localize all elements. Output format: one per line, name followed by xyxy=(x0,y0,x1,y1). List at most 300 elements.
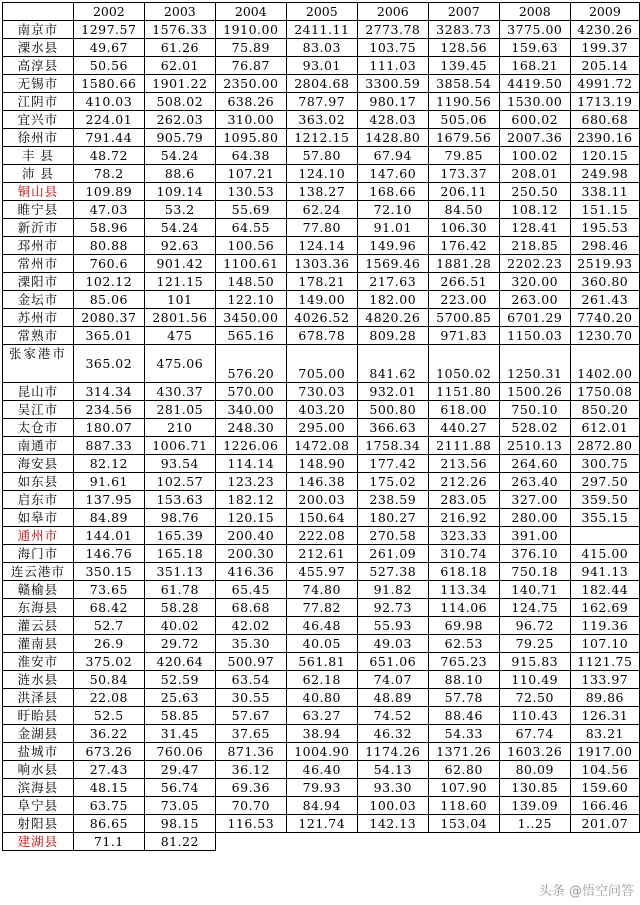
value-cell: 210 xyxy=(144,419,215,437)
table-row xyxy=(3,147,640,165)
region-name-cell: 睢宁县 xyxy=(3,201,74,219)
value-cell: 1190.56 xyxy=(428,93,499,111)
value-cell: 365.01 xyxy=(73,327,144,345)
value-cell: 61.26 xyxy=(144,39,215,57)
value-cell: 2350.00 xyxy=(215,75,286,93)
value-cell: 281.05 xyxy=(144,401,215,419)
table-row xyxy=(3,273,640,291)
value-cell: 62.53 xyxy=(428,635,499,653)
value-cell: 180.07 xyxy=(73,419,144,437)
value-cell: 1230.70 xyxy=(570,327,639,345)
value-cell: 75.89 xyxy=(215,39,286,57)
value-cell: 38.94 xyxy=(286,725,357,743)
value-cell: 262.03 xyxy=(144,111,215,129)
value-cell: 1371.26 xyxy=(428,743,499,761)
table-row xyxy=(3,75,640,93)
value-cell: 65.45 xyxy=(215,581,286,599)
year-header-cell: 2003 xyxy=(144,3,215,21)
value-cell: 787.97 xyxy=(286,93,357,111)
value-cell: 500.97 xyxy=(215,653,286,671)
value-cell: 29.47 xyxy=(144,761,215,779)
value-cell: 217.63 xyxy=(357,273,428,291)
value-cell: 120.15 xyxy=(215,509,286,527)
value-cell: 1500.26 xyxy=(499,383,570,401)
table-row xyxy=(3,491,640,509)
value-cell: 98.15 xyxy=(144,815,215,833)
region-name-cell: 江阴市 xyxy=(3,93,74,111)
table-row xyxy=(3,761,640,779)
value-cell: 760.6 xyxy=(73,255,144,273)
table-row xyxy=(3,255,640,273)
value-cell: 212.61 xyxy=(286,545,357,563)
value-cell: 79.93 xyxy=(286,779,357,797)
value-cell: 1006.71 xyxy=(144,437,215,455)
value-cell: 4991.72 xyxy=(570,75,639,93)
value-cell: 403.20 xyxy=(286,401,357,419)
region-name-cell: 昆山市 xyxy=(3,383,74,401)
value-cell: 261.09 xyxy=(357,545,428,563)
value-cell: 224.01 xyxy=(73,111,144,129)
region-name-cell: 海门市 xyxy=(3,545,74,563)
value-cell: 84.89 xyxy=(73,509,144,527)
value-cell: 310.74 xyxy=(428,545,499,563)
value-cell: 159.60 xyxy=(570,779,639,797)
table-row xyxy=(3,473,640,491)
table-row xyxy=(3,797,640,815)
value-cell: 3300.59 xyxy=(357,75,428,93)
value-cell: 351.13 xyxy=(144,563,215,581)
value-cell: 410.03 xyxy=(73,93,144,111)
value-cell: 80.88 xyxy=(73,237,144,255)
value-cell: 54.24 xyxy=(144,147,215,165)
value-cell: 213.56 xyxy=(428,455,499,473)
value-cell: 250.50 xyxy=(499,183,570,201)
value-cell: 2519.93 xyxy=(570,255,639,273)
value-cell: 49.67 xyxy=(73,39,144,57)
value-cell: 126.31 xyxy=(570,707,639,725)
value-cell: 809.28 xyxy=(357,327,428,345)
header-corner-cell xyxy=(3,3,74,21)
value-cell: 200.40 xyxy=(215,527,286,545)
value-cell: 35.30 xyxy=(215,635,286,653)
value-cell: 74.52 xyxy=(357,707,428,725)
value-cell: 107.10 xyxy=(570,635,639,653)
value-cell: 100.03 xyxy=(357,797,428,815)
value-cell: 249.98 xyxy=(570,165,639,183)
table-row xyxy=(3,455,640,473)
value-cell: 2801.56 xyxy=(144,309,215,327)
value-cell: 114.06 xyxy=(428,599,499,617)
value-cell: 176.42 xyxy=(428,237,499,255)
value-cell: 323.33 xyxy=(428,527,499,545)
region-name-cell: 沛 县 xyxy=(3,165,74,183)
value-cell: 760.06 xyxy=(144,743,215,761)
value-cell: 147.60 xyxy=(357,165,428,183)
value-cell xyxy=(570,527,639,545)
value-cell: 415.00 xyxy=(570,545,639,563)
value-cell: 62.24 xyxy=(286,201,357,219)
table-row xyxy=(3,237,640,255)
value-cell: 69.36 xyxy=(215,779,286,797)
value-cell: 730.03 xyxy=(286,383,357,401)
value-cell: 295.00 xyxy=(286,419,357,437)
value-cell: 1402.00 xyxy=(570,345,639,383)
region-name-cell: 淮安市 xyxy=(3,653,74,671)
value-cell: 201.07 xyxy=(570,815,639,833)
value-cell: 475 xyxy=(144,327,215,345)
table-row xyxy=(3,419,640,437)
value-cell: 4230.26 xyxy=(570,21,639,39)
value-cell: 310.00 xyxy=(215,111,286,129)
value-cell: 600.02 xyxy=(499,111,570,129)
value-cell: 168.21 xyxy=(499,57,570,75)
table-row xyxy=(3,815,640,833)
value-cell: 1095.80 xyxy=(215,129,286,147)
value-cell: 1428.80 xyxy=(357,129,428,147)
value-cell: 133.97 xyxy=(570,671,639,689)
value-cell: 72.50 xyxy=(499,689,570,707)
header-row xyxy=(3,3,640,21)
value-cell: 300.75 xyxy=(570,455,639,473)
value-cell: 98.76 xyxy=(144,509,215,527)
value-cell: 528.02 xyxy=(499,419,570,437)
value-cell: 63.27 xyxy=(286,707,357,725)
value-cell: 92.63 xyxy=(144,237,215,255)
value-cell: 1150.03 xyxy=(499,327,570,345)
value-cell: 791.44 xyxy=(73,129,144,147)
value-cell: 102.12 xyxy=(73,273,144,291)
value-cell: 165.39 xyxy=(144,527,215,545)
value-cell: 123.23 xyxy=(215,473,286,491)
region-name-cell: 苏州市 xyxy=(3,309,74,327)
value-cell: 3858.54 xyxy=(428,75,499,93)
value-cell: 750.18 xyxy=(499,563,570,581)
value-cell: 1297.57 xyxy=(73,21,144,39)
value-cell: 153.04 xyxy=(428,815,499,833)
region-name-cell: 丰 县 xyxy=(3,147,74,165)
table-row xyxy=(3,183,640,201)
value-cell xyxy=(499,833,570,851)
value-cell: 4026.52 xyxy=(286,309,357,327)
value-cell: 91.61 xyxy=(73,473,144,491)
region-name-cell: 东海县 xyxy=(3,599,74,617)
value-cell: 74.80 xyxy=(286,581,357,599)
table-row xyxy=(3,219,640,237)
value-cell: 162.69 xyxy=(570,599,639,617)
value-cell: 72.10 xyxy=(357,201,428,219)
value-cell: 527.38 xyxy=(357,563,428,581)
table-row xyxy=(3,383,640,401)
value-cell: 89.86 xyxy=(570,689,639,707)
value-cell: 109.14 xyxy=(144,183,215,201)
region-name-cell: 阜宁县 xyxy=(3,797,74,815)
value-cell: 85.06 xyxy=(73,291,144,309)
table-row xyxy=(3,437,640,455)
region-name-cell: 射阳县 xyxy=(3,815,74,833)
table-row xyxy=(3,617,640,635)
value-cell: 6701.29 xyxy=(499,309,570,327)
value-cell: 765.23 xyxy=(428,653,499,671)
value-cell: 222.08 xyxy=(286,527,357,545)
value-cell: 1100.61 xyxy=(215,255,286,273)
region-name-cell: 连云港市 xyxy=(3,563,74,581)
value-cell: 46.40 xyxy=(286,761,357,779)
value-cell: 55.69 xyxy=(215,201,286,219)
value-cell: 212.26 xyxy=(428,473,499,491)
value-cell: 58.85 xyxy=(144,707,215,725)
value-cell: 46.48 xyxy=(286,617,357,635)
value-cell: 3283.73 xyxy=(428,21,499,39)
value-cell: 915.83 xyxy=(499,653,570,671)
table-row xyxy=(3,345,640,383)
value-cell: 199.37 xyxy=(570,39,639,57)
value-cell: 2007.36 xyxy=(499,129,570,147)
value-cell: 359.50 xyxy=(570,491,639,509)
value-cell: 264.60 xyxy=(499,455,570,473)
value-cell xyxy=(286,833,357,851)
value-cell: 175.02 xyxy=(357,473,428,491)
table-row xyxy=(3,165,640,183)
value-cell: 36.22 xyxy=(73,725,144,743)
value-cell: 22.08 xyxy=(73,689,144,707)
value-cell: 1758.34 xyxy=(357,437,428,455)
table-row xyxy=(3,401,640,419)
value-cell: 565.16 xyxy=(215,327,286,345)
value-cell: 49.03 xyxy=(357,635,428,653)
value-cell: 54.33 xyxy=(428,725,499,743)
value-cell: 1226.06 xyxy=(215,437,286,455)
value-cell: 618.00 xyxy=(428,401,499,419)
value-cell: 2773.78 xyxy=(357,21,428,39)
value-cell: 166.46 xyxy=(570,797,639,815)
value-cell: 182.00 xyxy=(357,291,428,309)
value-cell: 139.45 xyxy=(428,57,499,75)
value-cell: 1917.00 xyxy=(570,743,639,761)
value-cell: 7740.20 xyxy=(570,309,639,327)
value-cell: 375.02 xyxy=(73,653,144,671)
table-row xyxy=(3,527,640,545)
value-cell: 391.00 xyxy=(499,527,570,545)
year-header-cell: 2002 xyxy=(73,3,144,21)
table-row xyxy=(3,509,640,527)
value-cell: 508.02 xyxy=(144,93,215,111)
value-cell: 1212.15 xyxy=(286,129,357,147)
value-cell: 91.82 xyxy=(357,581,428,599)
value-cell: 146.76 xyxy=(73,545,144,563)
value-cell: 283.05 xyxy=(428,491,499,509)
value-cell: 47.03 xyxy=(73,201,144,219)
value-cell: 177.42 xyxy=(357,455,428,473)
value-cell: 340.00 xyxy=(215,401,286,419)
value-cell: 64.55 xyxy=(215,219,286,237)
year-header-cell: 2004 xyxy=(215,3,286,21)
region-name-cell: 灌云县 xyxy=(3,617,74,635)
value-cell: 79.85 xyxy=(428,147,499,165)
table-row xyxy=(3,725,640,743)
value-cell: 110.49 xyxy=(499,671,570,689)
value-cell: 76.87 xyxy=(215,57,286,75)
value-cell: 144.01 xyxy=(73,527,144,545)
region-name-cell: 启东市 xyxy=(3,491,74,509)
value-cell: 971.83 xyxy=(428,327,499,345)
region-name-cell: 张家港市 xyxy=(3,345,74,383)
value-cell: 81.22 xyxy=(144,833,215,851)
value-cell: 570.00 xyxy=(215,383,286,401)
value-cell: 420.64 xyxy=(144,653,215,671)
value-cell: 159.63 xyxy=(499,39,570,57)
region-name-cell: 如东县 xyxy=(3,473,74,491)
value-cell: 2390.16 xyxy=(570,129,639,147)
value-cell: 26.9 xyxy=(73,635,144,653)
table-row xyxy=(3,599,640,617)
table-row xyxy=(3,563,640,581)
value-cell: 58.96 xyxy=(73,219,144,237)
year-header-cell: 2009 xyxy=(570,3,639,21)
table-row xyxy=(3,309,640,327)
value-cell: 109.89 xyxy=(73,183,144,201)
region-name-cell: 邳州市 xyxy=(3,237,74,255)
value-cell: 1569.46 xyxy=(357,255,428,273)
value-cell: 3775.00 xyxy=(499,21,570,39)
value-cell: 673.26 xyxy=(73,743,144,761)
value-cell: 2202.23 xyxy=(499,255,570,273)
value-cell: 46.32 xyxy=(357,725,428,743)
data-table xyxy=(2,2,640,851)
value-cell: 57.78 xyxy=(428,689,499,707)
value-cell: 107.21 xyxy=(215,165,286,183)
value-cell: 62.80 xyxy=(428,761,499,779)
value-cell: 96.72 xyxy=(499,617,570,635)
value-cell: 314.34 xyxy=(73,383,144,401)
value-cell: 124.10 xyxy=(286,165,357,183)
value-cell: 149.00 xyxy=(286,291,357,309)
value-cell: 505.06 xyxy=(428,111,499,129)
value-cell: 1750.08 xyxy=(570,383,639,401)
value-cell: 50.84 xyxy=(73,671,144,689)
value-cell: 2411.11 xyxy=(286,21,357,39)
value-cell: 40.05 xyxy=(286,635,357,653)
table-row xyxy=(3,201,640,219)
value-cell: 119.36 xyxy=(570,617,639,635)
table-row xyxy=(3,129,640,147)
value-cell: 475.06 xyxy=(144,345,215,383)
value-cell: 365.02 xyxy=(73,345,144,383)
region-name-cell: 常州市 xyxy=(3,255,74,273)
value-cell: 48.72 xyxy=(73,147,144,165)
value-cell: 54.24 xyxy=(144,219,215,237)
value-cell xyxy=(570,833,639,851)
value-cell: 4820.26 xyxy=(357,309,428,327)
value-cell: 428.03 xyxy=(357,111,428,129)
value-cell: 54.13 xyxy=(357,761,428,779)
value-cell: 86.65 xyxy=(73,815,144,833)
value-cell: 67.74 xyxy=(499,725,570,743)
value-cell: 180.27 xyxy=(357,509,428,527)
value-cell: 30.55 xyxy=(215,689,286,707)
value-cell: 70.70 xyxy=(215,797,286,815)
value-cell: 53.2 xyxy=(144,201,215,219)
value-cell: 71.1 xyxy=(73,833,144,851)
value-cell: 83.03 xyxy=(286,39,357,57)
value-cell: 327.00 xyxy=(499,491,570,509)
value-cell: 612.01 xyxy=(570,419,639,437)
value-cell: 5700.85 xyxy=(428,309,499,327)
region-name-cell: 徐州市 xyxy=(3,129,74,147)
value-cell: 1004.90 xyxy=(286,743,357,761)
value-cell: 1910.00 xyxy=(215,21,286,39)
value-cell: 1151.80 xyxy=(428,383,499,401)
region-name-cell: 南通市 xyxy=(3,437,74,455)
table-row xyxy=(3,653,640,671)
table-row xyxy=(3,327,640,345)
value-cell: 40.02 xyxy=(144,617,215,635)
table-row xyxy=(3,743,640,761)
value-cell: 62.01 xyxy=(144,57,215,75)
region-name-cell: 滨海县 xyxy=(3,779,74,797)
value-cell: 128.41 xyxy=(499,219,570,237)
value-cell: 73.05 xyxy=(144,797,215,815)
value-cell: 223.00 xyxy=(428,291,499,309)
value-cell: 1679.56 xyxy=(428,129,499,147)
value-cell: 238.59 xyxy=(357,491,428,509)
value-cell: 100.56 xyxy=(215,237,286,255)
value-cell: 205.14 xyxy=(570,57,639,75)
region-name-cell: 通州市 xyxy=(3,527,74,545)
value-cell: 69.98 xyxy=(428,617,499,635)
value-cell: 182.44 xyxy=(570,581,639,599)
value-cell: 1576.33 xyxy=(144,21,215,39)
value-cell: 29.72 xyxy=(144,635,215,653)
value-cell: 61.78 xyxy=(144,581,215,599)
value-cell: 338.11 xyxy=(570,183,639,201)
table-row xyxy=(3,833,640,851)
value-cell: 130.85 xyxy=(499,779,570,797)
value-cell: 1580.66 xyxy=(73,75,144,93)
value-cell: 208.01 xyxy=(499,165,570,183)
value-cell: 82.12 xyxy=(73,455,144,473)
value-cell: 142.13 xyxy=(357,815,428,833)
value-cell: 2872.80 xyxy=(570,437,639,455)
value-cell: 84.50 xyxy=(428,201,499,219)
value-cell: 67.94 xyxy=(357,147,428,165)
value-cell: 182.12 xyxy=(215,491,286,509)
value-cell: 376.10 xyxy=(499,545,570,563)
value-cell: 113.34 xyxy=(428,581,499,599)
value-cell: 750.10 xyxy=(499,401,570,419)
region-name-cell: 无锡市 xyxy=(3,75,74,93)
value-cell: 104.56 xyxy=(570,761,639,779)
value-cell: 64.38 xyxy=(215,147,286,165)
value-cell: 68.68 xyxy=(215,599,286,617)
value-cell: 55.93 xyxy=(357,617,428,635)
value-cell: 103.75 xyxy=(357,39,428,57)
value-cell: 206.11 xyxy=(428,183,499,201)
value-cell: 905.79 xyxy=(144,129,215,147)
region-name-cell: 溧水县 xyxy=(3,39,74,57)
value-cell xyxy=(428,833,499,851)
table-row xyxy=(3,779,640,797)
value-cell: 218.85 xyxy=(499,237,570,255)
value-cell: 57.67 xyxy=(215,707,286,725)
value-cell: 78.2 xyxy=(73,165,144,183)
value-cell: 83.21 xyxy=(570,725,639,743)
value-cell: 140.71 xyxy=(499,581,570,599)
region-name-cell: 灌南县 xyxy=(3,635,74,653)
value-cell: 1250.31 xyxy=(499,345,570,383)
value-cell: 108.12 xyxy=(499,201,570,219)
value-cell: 128.56 xyxy=(428,39,499,57)
value-cell: 73.65 xyxy=(73,581,144,599)
